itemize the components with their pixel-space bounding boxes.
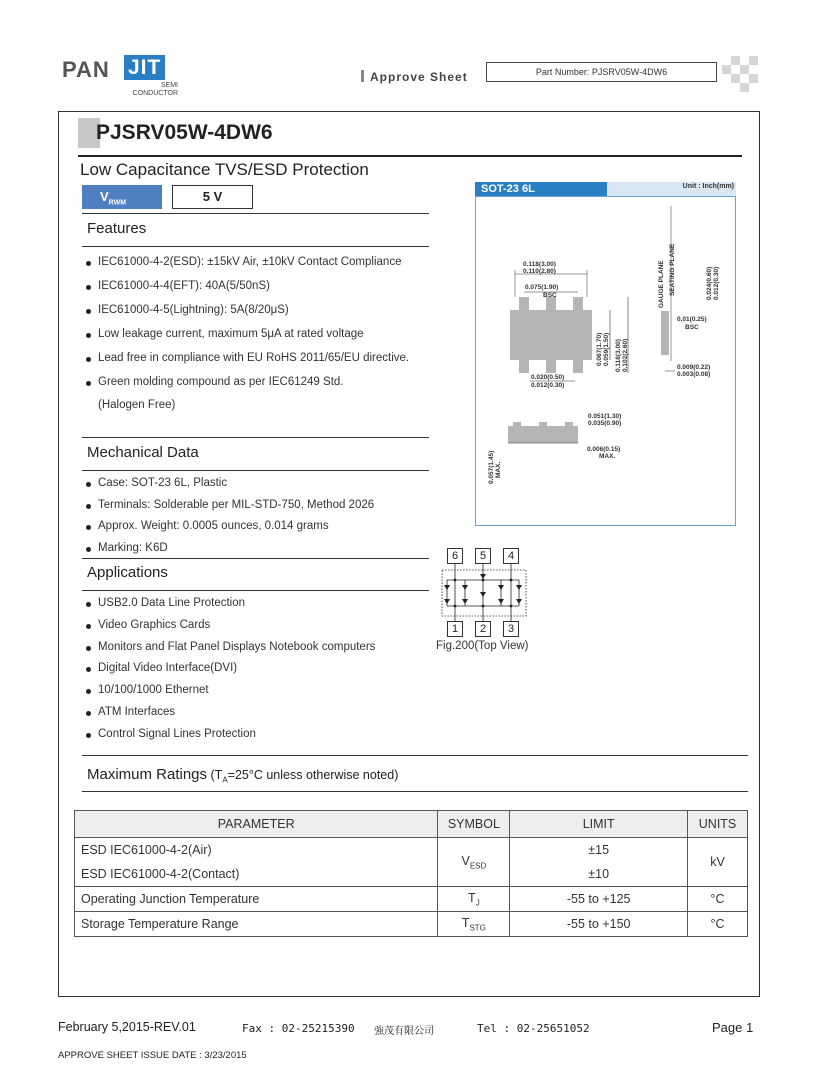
- dim-label: BSC: [685, 324, 699, 331]
- circuit-diagram: [438, 564, 532, 622]
- dim-label: 0.003(0.08): [677, 371, 711, 378]
- diode-icon: [498, 599, 504, 604]
- limit-cell: ±15 ±10: [510, 838, 688, 887]
- part-subtitle: Low Capacitance TVS/ESD Protection: [80, 160, 369, 179]
- list-item: Case: SOT-23 6L, Plastic: [86, 477, 374, 499]
- column-header: UNITS: [688, 811, 748, 838]
- features-bottom-rule: [82, 246, 429, 247]
- package-body-side-view: [508, 426, 578, 443]
- dim-label: MAX.: [599, 453, 616, 460]
- param-cell: Storage Temperature Range: [75, 912, 438, 937]
- list-item: IEC61000-4-2(ESD): ±15kV Air, ±10kV Contact Compliance: [86, 256, 409, 280]
- symbol-cell: $T_{STG}$: [438, 912, 510, 937]
- applications-top-rule: [82, 558, 429, 559]
- table-row: [75, 912, 748, 937]
- company-name: 強茂有限公司: [374, 1026, 434, 1037]
- diode-icon: [462, 585, 468, 590]
- list-item: Terminals: Solderable per MIL-STD-750, Method 2026: [86, 499, 374, 521]
- logo-text: PAN: [62, 57, 110, 82]
- list-item: IEC61000-4-5(Lightning): 5A(8/20μS): [86, 304, 409, 328]
- dim-label: 0.006(0.15): [587, 446, 621, 453]
- pin-label: 4: [503, 548, 519, 564]
- list-item: Monitors and Flat Panel Displays Notebook computers: [86, 641, 375, 663]
- column-header: LIMIT: [510, 811, 688, 838]
- figure-caption: Fig.200(Top View): [436, 640, 529, 652]
- logo-accent: JIT: [124, 55, 165, 80]
- package-body-end-view: [661, 311, 669, 355]
- list-item: Low leakage current, maximum 5μA at rated voltage: [86, 328, 409, 352]
- list-item: Lead free in compliance with EU RoHS 2011/65/EU directive.: [86, 352, 409, 376]
- diode-icon: [444, 585, 450, 590]
- dim-label: 0.009(0.22): [677, 364, 711, 371]
- dim-label: SEATING PLANE: [669, 243, 676, 296]
- dim-label: MAX.: [495, 461, 502, 478]
- max-ratings-table: [74, 810, 748, 937]
- dim-label: 0.024(0.60): [706, 266, 713, 300]
- symbol-cell: $V_{ESD}$: [438, 838, 510, 887]
- diode-icon: [516, 585, 522, 590]
- issue-date: APPROVE SHEET ISSUE DATE : 3/23/2015: [58, 1050, 247, 1061]
- mechanical-top-rule: [82, 437, 429, 438]
- dim-label: BSC: [543, 292, 557, 299]
- title-divider: [78, 155, 742, 157]
- list-item: Approx. Weight: 0.0005 ounces, 0.014 grams: [86, 520, 374, 542]
- pin-label: 1: [447, 621, 463, 637]
- checker-pattern-icon: [722, 56, 758, 92]
- pin-label: 2: [475, 621, 491, 637]
- dim-label: 0.102(2.60): [622, 338, 629, 372]
- lead: [573, 360, 583, 373]
- dim-label: GAUGE PLANE: [658, 260, 665, 308]
- limit-cell: -55 to +125: [510, 887, 688, 912]
- list-item: USB2.0 Data Line Protection: [86, 597, 375, 619]
- vrwm-label: $V_{RWM}$: [82, 185, 162, 209]
- fax-number: Fax : 02-25215390: [242, 1022, 355, 1035]
- list-item: 10/100/1000 Ethernet: [86, 684, 375, 706]
- mechanical-list: [86, 477, 374, 563]
- dim-label: 0.057(1.45): [488, 450, 495, 484]
- list-item: Video Graphics Cards: [86, 619, 375, 641]
- lead: [519, 360, 529, 373]
- list-item: IEC61000-4-4(EFT): 40A(5/50nS): [86, 280, 409, 304]
- dim-label: 0.020(0.50): [531, 374, 565, 381]
- dim-label: 0.059(1.50): [603, 332, 610, 366]
- part-number-box: Part Number: PJSRV05W-4DW6: [486, 62, 717, 82]
- dim-label: 0.118(3.00): [523, 261, 556, 268]
- approve-sheet-label: Approve Sheet: [361, 70, 468, 84]
- approve-bar-icon: [361, 70, 364, 82]
- logo-subtext: SEMI CONDUCTOR: [132, 82, 178, 97]
- lead: [546, 360, 556, 373]
- list-item: Control Signal Lines Protection: [86, 728, 375, 750]
- applications-bottom-rule: [82, 590, 429, 591]
- dim-label: 0.118(3.00): [615, 339, 622, 372]
- table-header-row: [75, 811, 748, 838]
- package-outline-drawing: [475, 196, 736, 526]
- diode-icon: [444, 599, 450, 604]
- dim-label: 0.012(0.30): [531, 382, 565, 389]
- list-item: Digital Video Interface(DVI): [86, 662, 375, 684]
- lead: [573, 297, 583, 310]
- param-cell: Operating Junction Temperature: [75, 887, 438, 912]
- unit-cell: °C: [688, 912, 748, 937]
- table-row: [75, 887, 748, 912]
- max-ratings-bottom-rule: [82, 791, 748, 792]
- part-title: PJSRV05W-4DW6: [96, 121, 273, 144]
- applications-heading: Applications: [87, 564, 168, 581]
- column-header: PARAMETER: [75, 811, 438, 838]
- pin-label: 3: [503, 621, 519, 637]
- package-unit: Unit : Inch(mm): [682, 183, 734, 190]
- table-row: [75, 838, 748, 887]
- dim-label: 0.012(0.30): [713, 266, 720, 300]
- dim-label: 0.110(2.80): [523, 268, 556, 275]
- page-number: Page 1: [712, 1020, 754, 1035]
- dim-label: 0.035(0.90): [588, 420, 622, 427]
- diode-icon: [516, 599, 522, 604]
- package-body-top-view: [510, 310, 592, 360]
- zener-diode-icon: [480, 574, 486, 579]
- diode-icon: [462, 599, 468, 604]
- max-ratings-heading: Maximum Ratings ($T_A=25^\circ C$ unless otherwise noted): [87, 766, 399, 785]
- mechanical-bottom-rule: [82, 470, 429, 471]
- zener-diode-icon: [480, 592, 486, 597]
- features-heading: Features: [87, 220, 147, 237]
- unit-cell: °C: [688, 887, 748, 912]
- lead: [519, 297, 529, 310]
- features-top-rule: [82, 213, 429, 214]
- dim-label: 0.01(0.25): [677, 316, 707, 323]
- list-item-note: (Halogen Free): [98, 399, 176, 411]
- vrwm-value: 5 V: [172, 185, 253, 209]
- features-list: [86, 256, 409, 421]
- mechanical-heading: Mechanical Data: [87, 444, 199, 461]
- diode-icon: [498, 585, 504, 590]
- list-item: Green molding compound as per IEC61249 Std.: [86, 376, 409, 399]
- dim-label: 0.075(1.90): [525, 284, 559, 291]
- applications-list: [86, 597, 375, 750]
- dim-label: 0.067(1.70): [596, 332, 603, 366]
- pin-label: 5: [475, 548, 491, 564]
- tel-number: Tel : 02-25651052: [477, 1022, 590, 1035]
- param-cell: ESD IEC61000-4-2(Air) ESD IEC61000-4-2(Contact): [75, 838, 438, 887]
- pin-label: 6: [447, 548, 463, 564]
- column-header: SYMBOL: [438, 811, 510, 838]
- max-ratings-top-rule: [82, 755, 748, 756]
- revision-date: February 5,2015-REV.01: [58, 1020, 196, 1034]
- dim-label: 0.051(1.30): [588, 413, 622, 420]
- panjit-logo: [62, 55, 182, 100]
- limit-cell: -55 to +150: [510, 912, 688, 937]
- symbol-cell: $T_J$: [438, 887, 510, 912]
- list-item: ATM Interfaces: [86, 706, 375, 728]
- unit-cell: kV: [688, 838, 748, 887]
- list-item: Marking: K6D: [86, 542, 374, 564]
- package-label: SOT-23 6L: [475, 182, 607, 196]
